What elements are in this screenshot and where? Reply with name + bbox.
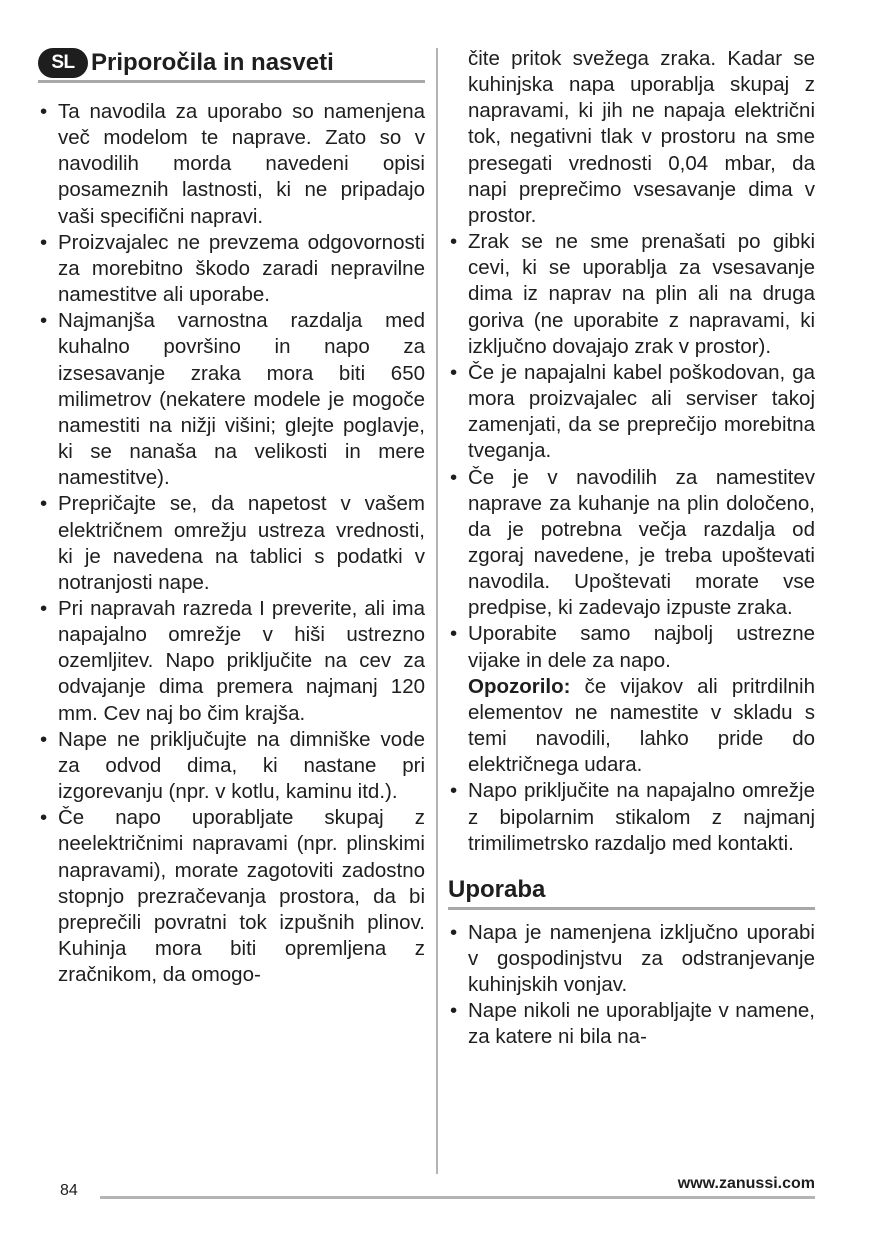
section-title: Priporočila in nasveti — [91, 49, 334, 76]
language-badge: SL — [38, 48, 88, 78]
section-title: Uporaba — [448, 875, 546, 903]
bullet-icon: • — [40, 309, 48, 333]
list-item: • Uporabite samo najbolj ustrezne vijake in dele za napo. — [450, 622, 815, 672]
bullet-icon: • — [40, 230, 48, 254]
list-item: • Če je v navodilih za namestitev naprave za kuhanje na plin določeno, da je potrebna večja razdalja od zgoraj navedene, je treba upoštevati navodila. Upoštevati morate vse predpise, ki zadevajo izpuste zraka. — [450, 465, 815, 620]
recommendations-list — [38, 99, 425, 988]
website-url: www.zanussi.com — [677, 1175, 815, 1192]
use-list — [448, 920, 815, 1051]
list-item: • Pri napravah razreda I preverite, ali ima napajalno omrežje v hiši ustrezno ozemljitev. Napo priključite na cev za odvajanje dima premera najmanj 120 mm. Cev naj bo čim krajša. — [40, 596, 425, 725]
section-header-use — [448, 873, 815, 910]
list-item: • Če je napajalni kabel poškodovan, ga mora proizvajalec ali serviser takoj zamenjati, da se preprečijo morebitna tveganja. — [450, 360, 815, 463]
bullet-icon: • — [450, 622, 458, 646]
bullet-icon: • — [450, 779, 458, 803]
list-item: • Zrak se ne sme prenašati po gibki cevi, ki se uporablja za vsesavanje dima iz naprav na plin ali na druga goriva (ne uporabite z napravami, ki izključno dovajajo zrak v prostor). — [450, 230, 815, 358]
bullet-icon: • — [40, 806, 48, 830]
right-column — [448, 46, 815, 1051]
bullet-icon: • — [450, 999, 458, 1023]
footer-rule — [100, 1196, 815, 1199]
list-item: • Najmanjša varnostna razdalja med kuhalno površino in napo za izsesavanje zraka mora biti 650 milimetrov (nekatere modele je mogoče namestiti na nižji višini; glejte poglavje, ki se nanaša na velikosti in mere namestitve). — [40, 309, 425, 490]
bullet-icon: • — [40, 492, 48, 516]
warning-label: Opozorilo: — [468, 674, 571, 698]
list-item: • Nape nikoli ne uporabljajte v namene, za katere ni bila na- — [450, 999, 815, 1049]
bullet-icon: • — [40, 727, 48, 751]
section-header-recommendations — [38, 46, 425, 83]
recommendations-list-continued — [448, 229, 815, 674]
left-column — [38, 46, 425, 988]
bullet-icon: • — [450, 920, 458, 944]
list-item: • Ta navodila za uporabo so namenjena več modelom te naprave. Zato so v navodilih morda navedeni opisi posameznih lastnosti, ki ne pripadajo vaši specifični napravi. — [40, 100, 425, 228]
continued-paragraph: čite pritok svežega zraka. Kadar se kuhinjska napa uporablja skupaj z napravami, ki jih ne napaja električni tok, negativni tlak v prostoru na sme presegati vrednosti 0,04 mbar, da napi preprečimo vsesavanje dima v prostor. — [468, 47, 815, 227]
bullet-icon: • — [40, 100, 48, 123]
warning-text: če vijakov ali pritrdilnih elementov ne namestite v skladu s temi navodili, lahko pride do električnega udara. — [468, 674, 815, 777]
recommendations-list-end — [448, 778, 815, 856]
list-item: • Napo priključite na napajalno omrežje z bipolarnim stikalom z najmanj trimilimetrsko razdaljo med kontakti. — [450, 779, 815, 855]
warning-paragraph — [448, 674, 815, 779]
list-item: • Proizvajalec ne prevzema odgovornosti za morebitno škodo zaradi nepravilne namestitve ali uporabe. — [40, 230, 425, 307]
list-item: • Prepričajte se, da napetost v vašem električnem omrežju ustreza vrednosti, ki je navedena na tablici s podatki v notranjosti nape. — [40, 492, 425, 594]
list-item: • Napa je namenjena izključno uporabi v gospodinjstvu za odstranjevanje kuhinjskih vonjav. — [450, 920, 815, 997]
bullet-icon: • — [40, 596, 48, 620]
bullet-icon: • — [450, 465, 458, 489]
page-number: 84 — [60, 1182, 78, 1199]
bullet-icon: • — [450, 360, 458, 384]
column-divider — [436, 48, 438, 1174]
list-item: • Če napo uporabljate skupaj z neelektričnimi napravami (npr. plinskimi napravami), morate zagotoviti zadostno stopnjo prezračevanja prostora, da bi preprečili povratni tok izpušnih plinov. Kuhinja mora biti opremljena z zračnikom, da omogo- — [40, 806, 425, 987]
bullet-icon: • — [450, 230, 458, 254]
list-item: • Nape ne priključujte na dimniške vode za odvod dima, ki nastane pri izgorevanju (npr. v kotlu, kaminu itd.). — [40, 727, 425, 804]
